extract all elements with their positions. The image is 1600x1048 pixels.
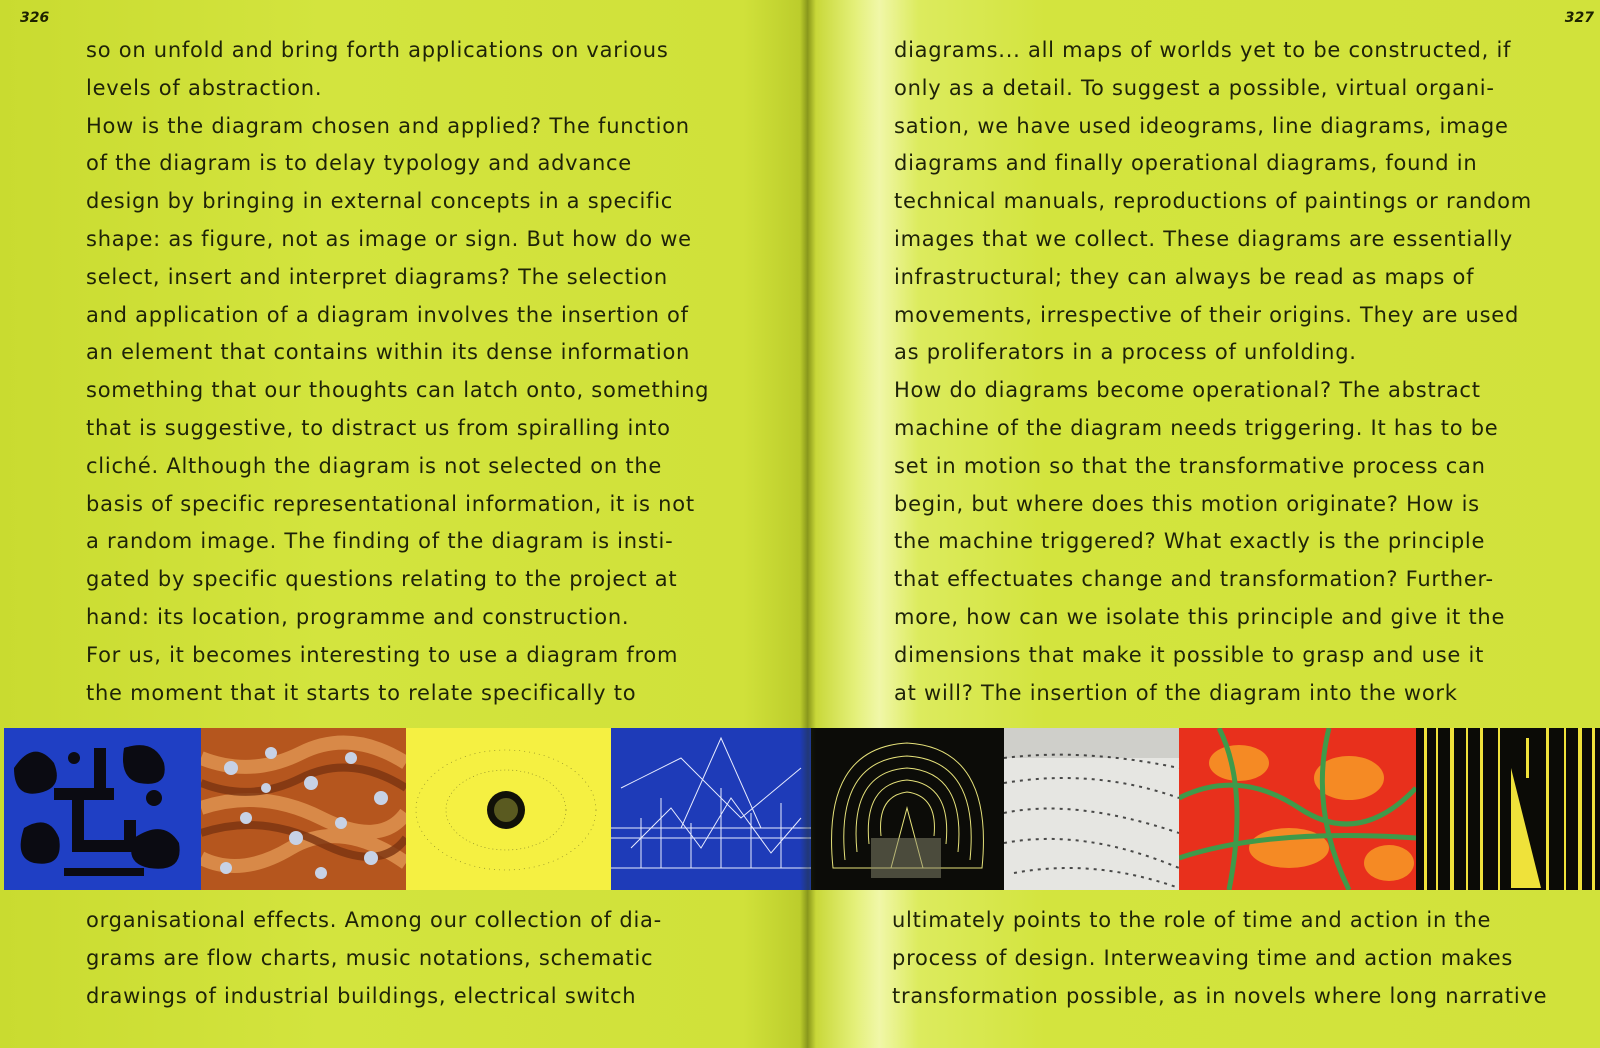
text-line: something that our thoughts can latch onto, something: [86, 378, 710, 403]
text-line: drawings of industrial buildings, electrical switch: [86, 983, 637, 1008]
text-line: and application of a diagram involves the insertion of: [86, 302, 689, 327]
text-line: only as a detail. To suggest a possible, virtual organi-: [894, 75, 1495, 100]
text-line: set in motion so that the transformative process can: [894, 453, 1486, 478]
text-line: diagrams... all maps of worlds yet to be constructed, if: [894, 38, 1512, 62]
text-line: at will? The insertion of the diagram into the work: [894, 680, 1458, 705]
text-line: design by bringing in external concepts in a specific: [86, 189, 674, 214]
text-line: grams are flow charts, music notations, schematic: [86, 945, 654, 970]
blue-black-circuit-image: [4, 728, 201, 890]
text-line: select, insert and interpret diagrams? The selection: [86, 264, 668, 289]
red-green-network-image: [1179, 728, 1416, 890]
right-page: [808, 0, 1600, 1048]
text-line: the moment that it starts to relate specifically to: [86, 680, 637, 705]
text-line: For us, it becomes interesting to use a diagram from: [86, 642, 679, 667]
snow-field-image: [1004, 728, 1179, 890]
text-line: that is suggestive, to distract us from spiralling into: [86, 415, 671, 440]
yellow-dot-image: [406, 728, 611, 890]
text-line: machine of the diagram needs triggering. It has to be: [894, 415, 1499, 440]
text-line: images that we collect. These diagrams are essentially: [894, 226, 1513, 251]
text-line: that effectuates change and transformation? Further-: [894, 567, 1494, 592]
text-line: hand: its location, programme and construction.: [86, 604, 630, 629]
text-line: so on unfold and bring forth applications on various: [86, 38, 669, 62]
text-line: shape: as figure, not as image or sign. But how do we: [86, 226, 692, 251]
right-top-paragraph: [894, 32, 1594, 712]
text-line: diagrams and finally operational diagrams, found in: [894, 151, 1478, 176]
text-line: levels of abstraction.: [86, 75, 323, 100]
text-line: sation, we have used ideograms, line diagrams, image: [894, 113, 1509, 138]
text-line: basis of specific representational information, it is not: [86, 491, 695, 516]
right-bottom-paragraph: [892, 902, 1592, 1015]
text-line: dimensions that make it possible to grasp and use it: [894, 642, 1485, 667]
text-line: transformation possible, as in novels where long narrative: [892, 983, 1548, 1008]
text-line: process of design. Interweaving time and action makes: [892, 945, 1514, 970]
text-line: more, how can we isolate this principle and give it the: [894, 604, 1506, 629]
left-bottom-paragraph: [86, 902, 786, 1015]
book-gutter: [800, 0, 816, 1048]
text-line: begin, but where does this motion originate? How is: [894, 491, 1480, 516]
text-line: a random image. The finding of the diagram is insti-: [86, 529, 674, 554]
text-line: cliché. Although the diagram is not selected on the: [86, 453, 663, 478]
text-line: as proliferators in a process of unfolding.: [894, 340, 1357, 365]
black-yellow-stripes-image: [1416, 728, 1600, 890]
text-line: organisational effects. Among our collection of dia-: [86, 908, 662, 932]
left-page-number: 326: [20, 10, 50, 26]
text-line: the machine triggered? What exactly is the principle: [894, 529, 1486, 554]
text-line: technical manuals, reproductions of paintings or random: [894, 189, 1532, 214]
left-top-paragraph: [86, 32, 786, 712]
text-line: an element that contains within its dense information: [86, 340, 691, 365]
text-line: movements, irrespective of their origins. They are used: [894, 302, 1520, 327]
contour-shell-image: [811, 728, 1004, 890]
text-line: of the diagram is to delay typology and advance: [86, 151, 632, 176]
text-line: ultimately points to the role of time and action in the: [892, 908, 1492, 932]
text-line: How is the diagram chosen and applied? The function: [86, 113, 690, 138]
blue-line-drawing-image: [611, 728, 811, 890]
text-line: How do diagrams become operational? The abstract: [894, 378, 1481, 403]
text-line: gated by specific questions relating to the project at: [86, 567, 678, 592]
orange-cells-image: [201, 728, 406, 890]
right-page-number: 327: [1564, 10, 1594, 26]
text-line: infrastructural; they can always be read as maps of: [894, 264, 1475, 289]
